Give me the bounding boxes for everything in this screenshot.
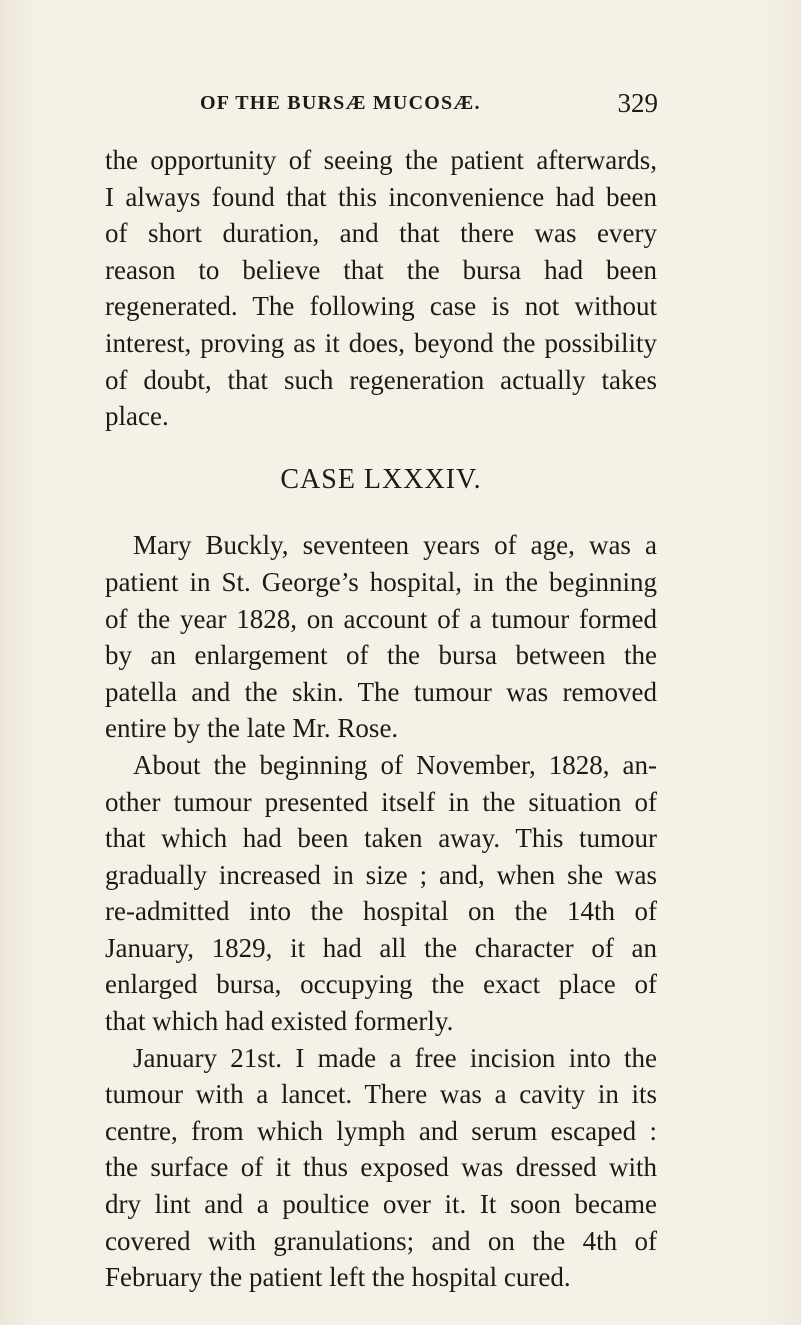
body-text [105,142,657,1296]
text-line: the opportunity of seeing the patient afterwards, [105,145,657,175]
running-title: OF THE BURSÆ MUCOSÆ. [200,92,481,114]
text-line: reason to believe that the bursa had been [105,254,657,285]
case-heading: CASE LXXXIV. [280,463,482,495]
text-line: covered with granulations; and on the 4th of [105,1225,657,1256]
text-line: regenerated. The following case is not without [105,291,657,322]
text-line: interest, proving as it does, beyond the possibility [105,327,657,358]
text-line: place. [105,401,169,432]
text-line: About the beginning of November, 1828, an- [133,749,657,780]
paragraph-november [105,747,657,1040]
page-number: 329 [617,88,658,118]
text-line: of doubt, that such regeneration actually takes [105,364,657,395]
text-line: re-admitted into the hospital on the 14th of [105,896,657,927]
text-line: of the year 1828, on account of a tumour formed [105,603,657,634]
text-line: gradually increased in size ; and, when she was [105,859,657,890]
text-line: February the patient left the hospital cured. [105,1262,571,1293]
text-line: tumour with a lancet. There was a cavity in its [105,1079,657,1110]
text-line: patella and the skin. The tumour was removed [105,676,657,707]
text-line: Mary Buckly, seventeen years of age, was a [133,530,657,561]
text-line: patient in St. George’s hospital, in the beginning [105,566,657,597]
text-line: by an enlargement of the bursa between the [105,640,657,671]
paragraph-january [105,1040,657,1296]
text-line: I always found that this inconvenience had been [105,181,657,212]
running-head [200,88,658,126]
text-line: January, 1829, it had all the character of an [105,932,657,963]
text-line: the surface of it thus exposed was dressed with [105,1152,657,1183]
text-line: January 21st. I made a free incision into the [133,1042,657,1073]
text-line: that which had been taken away. This tumour [105,823,657,854]
text-line: of short duration, and that there was every [105,218,657,249]
text-line: entire by the late Mr. Rose. [105,713,399,744]
text-line: dry lint and a poultice over it. It soon became [105,1189,657,1220]
text-line: that which had existed formerly. [105,1006,454,1037]
text-line: other tumour presented itself in the situation of [105,786,657,817]
text-line: centre, from which lymph and serum escaped : [105,1115,657,1146]
paragraph-continuation [105,142,657,435]
text-line: enlarged bursa, occupying the exact place of [105,969,657,1000]
paragraph-case-history [105,527,657,747]
